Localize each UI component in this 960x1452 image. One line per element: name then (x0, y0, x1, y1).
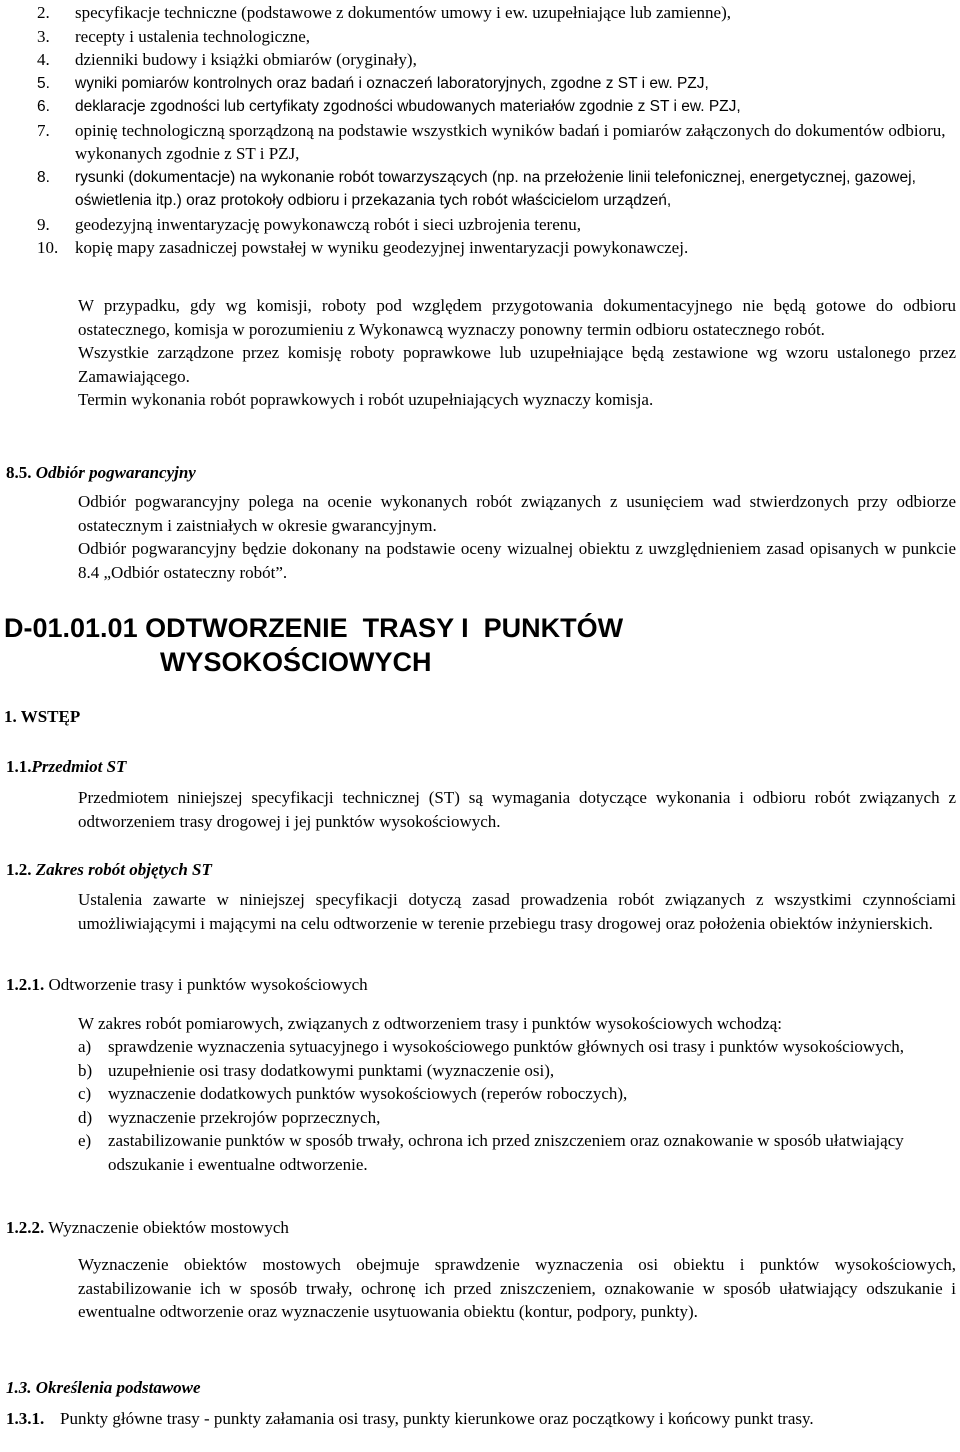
list-item (78, 1129, 956, 1176)
section-number: 8.5. (6, 463, 32, 482)
list-item-number: 10. (37, 238, 59, 257)
list-item (78, 1082, 956, 1106)
document-title-line2: WYSOKOŚCIOWYCH (160, 647, 432, 677)
section-number: 1.2.1. (6, 975, 45, 994)
list-item-letter: c) (78, 1084, 92, 1103)
section-heading-8-5 (6, 461, 196, 485)
list-item-text: dzienniki budowy i książki obmiarów (oryginały), (75, 50, 417, 69)
list-item-number: 5. (37, 74, 50, 92)
list-item-letter: e) (78, 1131, 92, 1150)
survey-tasks-list (78, 1035, 956, 1176)
list-item-text: specyfikacje techniczne (podstawowe z dokumentów umowy i ew. uzupełniające lub zamienne), (75, 3, 731, 22)
section-8-5-body (78, 490, 956, 584)
list-item-letter: d) (78, 1107, 93, 1127)
list-item (37, 25, 952, 49)
list-item (78, 1035, 956, 1059)
list-item-number: 4. (37, 50, 50, 69)
section-number: 1.3. (6, 1378, 32, 1397)
list-item (37, 213, 952, 237)
paragraph: Odbiór pogwarancyjny polega na ocenie wykonanych robót związanych z usunięciem wad stwierdzonych przy odbiorze ostatecznym i zaistniałych w okresie gwarancyjnym. (78, 492, 956, 535)
section-heading-1-2-1 (6, 973, 368, 997)
list-item (37, 166, 952, 213)
section-heading-1-3 (6, 1376, 201, 1400)
list-item-text: kopię mapy zasadniczej powstałej w wyniku geodezyjnej inwentaryzacji powykonawczej. (75, 238, 689, 257)
section-number: 1.3.1. (6, 1409, 45, 1428)
paragraph: W przypadku, gdy wg komisji, roboty pod względem przygotowania dokumentacyjnego nie będą gotowe do odbioru ostatecznego, komisja w porozumieniu z Wykonawcą wyznaczy ponowny termin odbioru ostatecznego robót. (78, 296, 956, 339)
section-title: Zakres robót objętych ST (35, 860, 212, 879)
list-item (78, 1106, 956, 1130)
list-item (37, 95, 952, 119)
definition-text: Punkty główne trasy - punkty załamania osi trasy, punkty kierunkowe oraz początkowy i końcowy punkt trasy. (60, 1409, 814, 1428)
list-item-number: 2. (37, 3, 50, 22)
section-title: Odtworzenie trasy i punktów wysokościowych (48, 975, 368, 994)
list-item-text: zastabilizowanie punktów w sposób trwały, ochrona ich przed zniszczeniem oraz oznakowanie w sposób ułatwiający odszukanie i ewentualne odtworzenie. (108, 1131, 904, 1174)
list-item-number: 9. (37, 214, 50, 234)
list-item-number: 7. (37, 120, 50, 140)
section-1-2-body: Ustalenia zawarte w niniejszej specyfikacji dotyczą zasad prowadzenia robót związanych z wszystkimi czynnościami umożliwiającymi i mającymi na celu odtworzenie w terenie przebiegu trasy drogowej oraz położenia obiektów inżynierskich. (78, 890, 956, 933)
section-1-3-1 (6, 1407, 956, 1431)
list-item-text: uzupełnienie osi trasy dodatkowymi punktami (wyznaczenie osi), (108, 1060, 555, 1080)
section-number: 1.2. (6, 860, 32, 879)
section-title: Określenia podstawowe (35, 1378, 201, 1397)
list-item-text: wyniki pomiarów kontrolnych oraz badań i oznaczeń laboratoryjnych, zgodne z ST i ew. PZJ, (75, 74, 709, 92)
section-number: 1.1. (6, 757, 32, 776)
list-item (37, 119, 952, 166)
section-heading-1-2-2 (6, 1216, 289, 1240)
list-item-number: 6. (37, 98, 50, 115)
list-item (37, 72, 952, 96)
section-title: Przedmiot ST (31, 757, 127, 776)
section-heading-1-2 (6, 858, 212, 882)
list-item-text: wyznaczenie dodatkowych punktów wysokościowych (reperów roboczych), (108, 1084, 628, 1103)
list-item-number: 8. (37, 168, 50, 186)
section-heading-1-1 (6, 755, 126, 779)
list-item-text: geodezyjną inwentaryzację powykonawczą robót i sieci uzbrojenia terenu, (75, 214, 581, 234)
paragraph: Wszystkie zarządzone przez komisję roboty poprawkowe lub uzupełniające będą zestawione wg wzoru ustalonego przez Zamawiającego. (78, 343, 956, 386)
list-item-text: wyznaczenie przekrojów poprzecznych, (108, 1107, 381, 1127)
section-title: Wyznaczenie obiektów mostowych (48, 1218, 289, 1237)
paragraph: Odbiór pogwarancyjny będzie dokonany na podstawie oceny wizualnej obiektu z uwzględnieniem zasad opisanych w punkcie 8.4 „Odbiór ostateczny robót”. (78, 539, 956, 582)
list-item-text: sprawdzenie wyznaczenia sytuacyjnego i wysokościowego punktów głównych osi trasy i punktów wysokościowych, (108, 1037, 905, 1056)
list-item-number: 3. (37, 26, 50, 46)
section-1-2-1-intro: W zakres robót pomiarowych, związanych z odtworzeniem trasy i punktów wysokościowych wchodzą: (78, 1014, 783, 1033)
list-item-text: rysunki (dokumentacje) na wykonanie robót towarzyszących (np. na przełożenie linii telefonicznej, energetycznej, gazowej, oświetlenia itp.) oraz protokoły odbioru i przekazania tych robót właścicielom urządzeń, (75, 168, 916, 209)
section-number: 1.2.2. (6, 1218, 45, 1237)
list-item-text: deklaracje zgodności lub certyfikaty zgodności wbudowanych materiałów zgodnie z ST i ew. PZJ, (75, 98, 741, 115)
list-item-letter: a) (78, 1037, 92, 1056)
paragraph: Termin wykonania robót poprawkowych i robót uzupełniających wyznaczy komisja. (78, 390, 654, 409)
list-item (78, 1059, 956, 1083)
documents-list (37, 1, 952, 260)
document-title: D-01.01.01 ODTWORZENIE TRASY I PUNKTÓW (4, 613, 624, 643)
list-item (37, 48, 952, 72)
commission-paragraphs (78, 294, 956, 412)
section-1-1-body: Przedmiotem niniejszej specyfikacji technicznej (ST) są wymagania dotyczące wykonania i odbioru robót związanych z odtworzeniem trasy drogowej i jej punktów wysokościowych. (78, 788, 956, 831)
section-title: Odbiór pogwarancyjny (35, 463, 196, 482)
list-item (37, 1, 952, 25)
list-item-text: recepty i ustalenia technologiczne, (75, 26, 311, 46)
list-item (37, 236, 952, 260)
section-heading-1: 1. WSTĘP (4, 707, 81, 726)
section-1-2-2-body: Wyznaczenie obiektów mostowych obejmuje sprawdzenie wyznaczenia osi obiektu i punktów wysokościowych, zastabilizowanie ich w sposób trwały, ochronę ich przed zniszczeniem, oznakowanie w sposób ułatwiający odszukanie i ewentualne odtworzenie oraz wyznaczenie usytuowania obiektu (kontur, podpory, punkty). (78, 1255, 956, 1321)
list-item-text: opinię technologiczną sporządzoną na podstawie wszystkich wyników badań i pomiarów załączonych do dokumentów odbioru, wykonanych zgodnie z ST i PZJ, (75, 120, 946, 163)
list-item-letter: b) (78, 1060, 93, 1080)
